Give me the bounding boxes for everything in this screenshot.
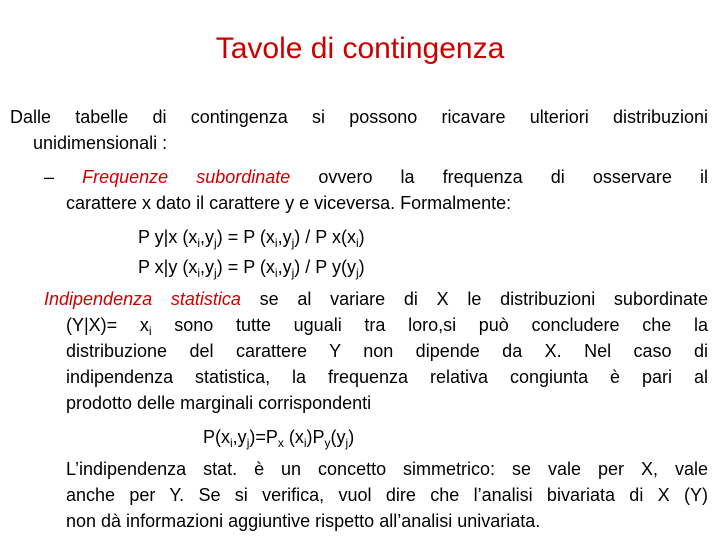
formula-y-given-x: P y|x $(x_i,y_j) = P$ $(x_i,y_j)$ / P $x(x_i)$ xyxy=(138,227,365,250)
indipendenza-line-2: $(Y|X)= x_i$ sono tutte uguali tra loro,si può concludere che la xyxy=(66,315,708,338)
indipendenza-term: Indipendenza statistica xyxy=(44,289,241,309)
simmetria-line-2: anche per Y. Se si verifica, vuol dire che l’analisi bivariata di X (Y) xyxy=(66,485,708,505)
indipendenza-line-1 xyxy=(44,288,708,310)
indipendenza-line-5: prodotto delle marginali corrispondenti xyxy=(66,393,372,413)
indipendenza-line-3: distribuzione del carattere Y non dipende da X. Nel caso di xyxy=(66,341,708,361)
simmetria-line-3: non dà informazioni aggiuntive rispetto all’analisi univariata. xyxy=(66,511,541,531)
frequenze-line-2: carattere x dato il carattere y e viceversa. Formalmente: xyxy=(66,193,512,213)
intro-line-1: Dalle tabelle di contingenza si possono ricavare ulteriori distribuzioni xyxy=(10,107,708,127)
frequenze-rest: ovvero la frequenza di osservare il xyxy=(318,167,708,187)
frequenze-line-1 xyxy=(44,166,708,188)
frequenze-term: Frequenze subordinate xyxy=(82,167,291,187)
page-title: Tavole di contingenza xyxy=(215,32,505,65)
bullet-dash: – xyxy=(44,167,55,187)
indipendenza-rest: se al variare di X le distribuzioni subordinate xyxy=(259,289,709,309)
simmetria-line-1: L’indipendenza stat. è un concetto simmetrico: se vale per X, vale xyxy=(66,459,708,479)
intro-line-2: unidimensionali : xyxy=(33,133,168,153)
indipendenza-line-4: indipendenza statistica, la frequenza relativa congiunta è pari al xyxy=(66,367,708,387)
formula-independence: $P(x_i,y_j)=P_x$ $(x_i)P_y(y_j)$ xyxy=(203,427,355,450)
formula-x-given-y: P x|y $(x_i,y_j) = P$ $(x_i,y_j)$ / P $y(y_j)$ xyxy=(138,257,365,280)
